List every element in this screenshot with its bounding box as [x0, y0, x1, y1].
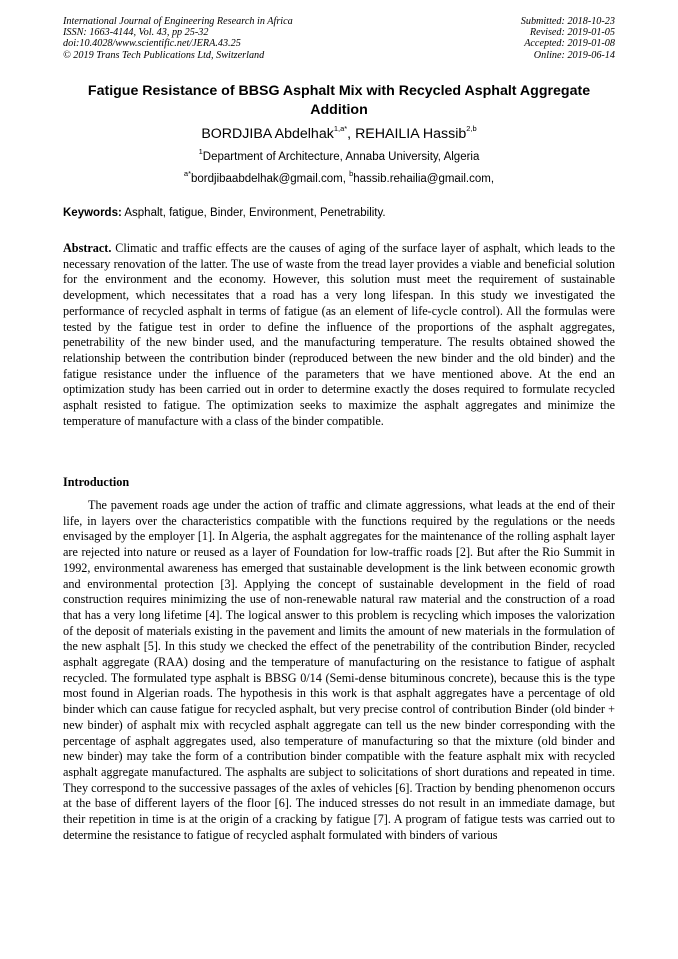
email-line — [63, 169, 615, 187]
journal-header-left — [63, 16, 293, 61]
author-line — [63, 124, 615, 144]
paper-title: Fatigue Resistance of BBSG Asphalt Mix with Recycled Asphalt Aggregate Addition — [87, 83, 591, 118]
copyright-line: © 2019 Trans Tech Publications Ltd, Switzerland — [63, 49, 265, 61]
introduction-paragraph: The pavement roads age under the action of traffic and climate aggressions, what leads at the end of their life, in layers over the characteristics compatible with the functions required by the regulations or the needs envisaged by the employer [1]. In Algeria, the asphalt aggregates for the maintenance of the rolling asphalt layer are rejected into nature or reused as a layer of Foundation for low-traffic roads [2]. But after the Rio Summit in 1992, environmental awareness has emerged that sustainable development is the link between economic growth and environmental protection [3]. Applying the concept of sustainable development in the field of road construction requires minimizing the use of non-renewable natural raw material and the construction of a road that has a very long lifetime [4]. The logical answer to this problem is recycling which imposes the valorization of the deposit of materials existing in the pavement and limits the amount of new materials in the formulation of the new asphalt [5]. In this study we checked the effect of the penetrability of the contribution Binder, recycled asphalt aggregate (RAA) dosing and the temperature of manufacturing on the resistance to fatigue of asphalt recycled. The formulated type asphalt is BBSG 0/14 (Semi-dense bituminous concrete), because this is the type most found in Algerian roads. The hypothesis in this work is that asphalt aggregates have a percentage of old binder which can cause fatigue for recycled asphalt, but very precise control of contribution Binder (old binder + new binder) of asphalt mix with recycled asphalt aggregate can tell us the new binder corresponding with the percentage of asphalt aggregates used, also temperature of manufacturing so that the mixture (old binder and new binder) may take the form of a contribution binder compatible with the feature asphalt mix with recycled asphalt aggregate manufactured. The asphalts are subject to solicitations of short durations and repeated in time. They correspond to the successive passages of the axles of vehicles [6]. Traction by bending phenomenon occurs at the base of different layers of the floor [6]. The induced stresses do not result in an immediate damage, but their repetition in time is at the origin of a cracking by fatigue [7]. A program of fatigue tests was carried out to determine the resistance to fatigue of recycled asphalt formulated with binders of various — [63, 498, 615, 842]
keywords-label: Keywords: — [63, 207, 122, 219]
email-mark: b — [349, 169, 354, 179]
accepted-date: Accepted: 2019-01-08 — [524, 38, 615, 50]
email-mark: a* — [183, 169, 192, 179]
abstract-label: Abstract. — [63, 241, 112, 255]
keywords — [63, 206, 615, 221]
author-separator: , — [347, 126, 356, 142]
journal-header-right — [521, 16, 615, 61]
email-address: bordjibaabdelhak@gmail.com, — [191, 173, 350, 185]
email-address: hassib.rehailia@gmail.com, — [353, 173, 495, 185]
submitted-date: Submitted: 2018-10-23 — [520, 16, 615, 27]
online-date: Online: 2019-06-14 — [533, 49, 615, 61]
issn-line: ISSN: 1663-4144, Vol. 43, pp 25-32 — [63, 27, 209, 39]
journal-name: International Journal of Engineering Research in Africa — [63, 16, 293, 27]
author-affiliation-mark: 1,a* — [333, 124, 348, 134]
abstract — [63, 241, 615, 429]
author-name: REHAILIA Hassib — [355, 126, 467, 142]
author-name: BORDJIBA Abdelhak — [201, 126, 334, 142]
affiliation-mark: 1 — [198, 147, 203, 157]
affiliation-text: Department of Architecture, Annaba University, Algeria — [202, 151, 480, 163]
affiliation — [63, 147, 615, 165]
keywords-text: Asphalt, fatigue, Binder, Environment, Penetrability. — [121, 207, 386, 219]
abstract-text: Climatic and traffic effects are the causes of aging of the surface layer of asphalt, which leads to the necessary renovation of the latter. The use of waste from the tread layer provides a viable and beneficial solution for the environment and the economy. However, this solution must meet the requirement of sustainable development, which necessitates that a road has a very long lifespan. In this study we investigated the performance of recycled asphalt in terms of fatigue (as an element of life-cycle control). All the formulas were tested by the fatigue test in order to define the influence of the proportions of the asphalt aggregates, penetrability of the new binder used, and the manufacturing temperature. The results obtained showed the relationship between the contribution binder (reproduced between the new binder and the old binder) and the fatigue resistance under the influence of the parameters that we have mentioned above. At the end an optimization study has been carried out in order to determine exactly the doses required to formulate recycled asphalt resisted to fatigue. The optimization seeks to maximize the asphalt aggregates and minimize the temperature of manufacture with a class of the binder compatible. — [63, 241, 615, 428]
revised-date: Revised: 2019-01-05 — [529, 27, 615, 39]
section-heading-introduction: Introduction — [63, 475, 130, 489]
author-affiliation-mark: 2,b — [466, 124, 477, 134]
doi-line: doi:10.4028/www.scientific.net/JERA.43.25 — [63, 38, 241, 50]
